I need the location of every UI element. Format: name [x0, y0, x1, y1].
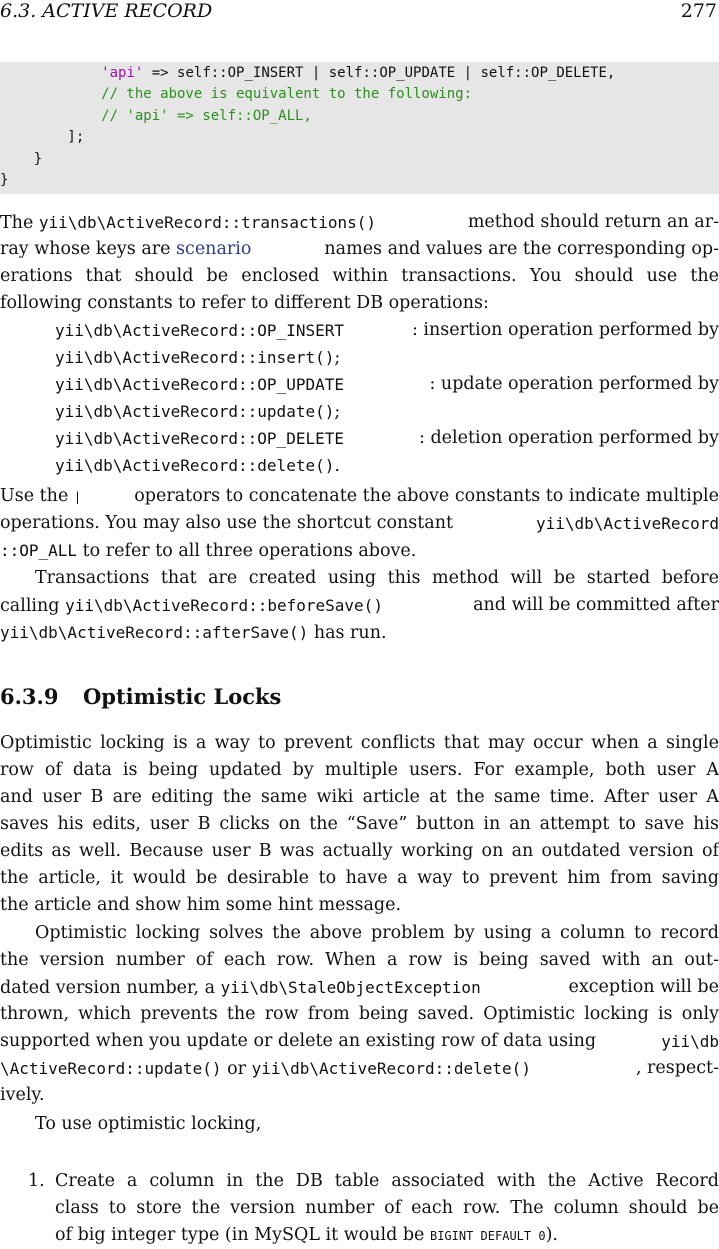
inline-code: yii\db\ActiveRecord::transactions() — [38, 213, 377, 232]
numbered-list: 1. Create a column in the DB table associated with the Active Record class to store the version number of each row. The column should be of big integer type (in MySQL it would be BIGINT DEFAULT 0). — [0, 1168, 719, 1249]
paragraph-transactions-start: Transactions that are created using this method will be started before calling yii\db\ActiveRecord::beforeSave() and will be committed after yii\db\ActiveRecord::afterSave() has run. — [0, 568, 719, 643]
section-title: Optimistic Locks — [83, 684, 282, 709]
code-comment: // the above is equivalent to the following: — [0, 86, 473, 103]
page-number: 277 — [680, 0, 717, 22]
code-line: } — [0, 150, 43, 167]
code-line: 'api' => self::OP_INSERT | self::OP_UPDATE | self::OP_DELETE, — [101, 65, 616, 81]
code-line: ]; — [0, 129, 85, 146]
paragraph-optimistic-solution: Optimistic locking solves the above problem by using a column to record the version number of each row. When a row is being saved with an out- dated version number, a yii\db\StaleObjectException exception will be thrown, which prevents the row from being saved. Optimistic locking is only supported when you update or delete an existing row of data using yii\db \ActiveRecord::update() or yii\db\ActiveRecord::delete() , respect- ively. — [0, 923, 719, 1105]
code-comment: // 'api' => self::OP_ALL, — [0, 107, 312, 124]
paragraph-operators: Use the | operators to concatenate the above constants to indicate multiple operations. You may also use the shortcut constant yii\db\ActiveRecord ::OP_ALL to refer to all three operations above. — [0, 486, 719, 561]
code-block — [0, 62, 719, 194]
paragraph-to-use: To use optimistic locking, — [35, 1114, 262, 1134]
list-item: yii\db\ActiveRecord::OP_INSERT : insertion operation performed by — [55, 320, 719, 340]
paragraph-transactions: The yii\db\ActiveRecord::transactions() method should return an ar- ray whose keys are scenario names and values are the corresponding op- erations that should be enclosed within transactions. You should use the following constants to refer to different DB operations: — [0, 212, 719, 313]
paragraph-optimistic-intro: Optimistic locking is a way to prevent conflicts that may occur when a single row of data is being updated by multiple users. For example, both user A and user B are editing the same wiki article at the same time. After user A saves his edits, user B clicks on the “Save” button in an attempt to save his edits as well. Because user B was actually working on an outdated version of the article, it would be desirable to have a way to prevent him from saving the article and show him some hint message. — [0, 733, 719, 915]
running-header — [0, 0, 719, 24]
section-number: 6.3.9 — [0, 684, 59, 709]
code-string: 'api' — [101, 65, 144, 81]
section-heading — [0, 684, 281, 709]
code-line: } — [0, 172, 9, 189]
list-number: 1. — [28, 1171, 45, 1191]
header-section: 6.3. ACTIVE RECORD — [0, 0, 213, 22]
list-item: yii\db\ActiveRecord::OP_DELETE : deletion operation performed by — [55, 428, 719, 448]
constants-list: yii\db\ActiveRecord::OP_INSERT : insertion operation performed by yii\db\ActiveRecord::insert(); yii\db\ActiveRecord::OP_UPDATE : update operation performed by yii\db\ActiveRecord::update(); yii\db\ActiveRecord::OP_DELETE : deletion operation performed by yii\db\ActiveRecord::delete(). — [0, 317, 719, 479]
list-item: Create a column in the DB table associated with the Active Record — [55, 1171, 719, 1191]
list-item: yii\db\ActiveRecord::OP_UPDATE : update operation performed by — [55, 374, 719, 394]
scenario-link[interactable]: scenario — [176, 239, 252, 259]
